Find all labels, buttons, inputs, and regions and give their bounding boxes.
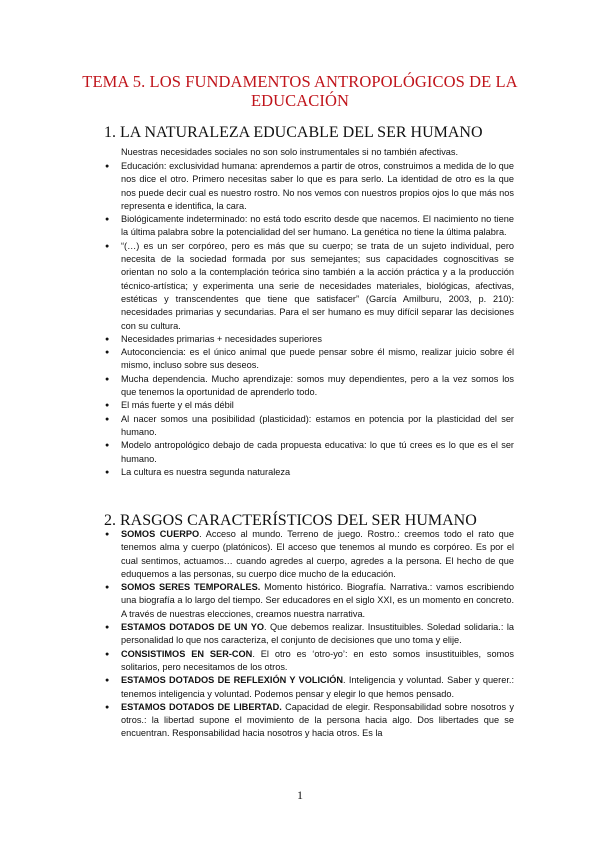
list-item: ● Autoconciencia: es el único animal que puede pensar sobre él mismo, realizar juicio sobre él mismo, incluso sobre sus deseos. [0, 346, 514, 373]
section-1-intro: Nuestras necesidades sociales no son solo instrumentales si no también afectivas. [121, 147, 459, 157]
item-text: . El otro es ‘otro-yo’: en esto somos insustituibles, somos solitarios, pero necesitamos de los otros. [121, 648, 514, 672]
section-2-heading: 2. RASGOS CARACTERÍSTICOS DEL SER HUMANO [104, 512, 477, 529]
item-text: . Inteligencia y voluntad. Saber y querer.: tenemos inteligencia y voluntad. Podemos pensar y elegir lo que hemos pensado. [121, 675, 514, 699]
item-text: . Que debemos realizar. Insustituibles. Soledad solidaria.: la personalidad lo que nos caracteriza, el conjunto de decisiones que uno toma y elije. [121, 622, 515, 646]
section-1-list [0, 160, 514, 479]
list-item: ● La cultura es nuestra segunda naturaleza [0, 466, 514, 479]
list-item [0, 648, 514, 675]
list-item: ● Biológicamente indeterminado: no está todo escrito desde que nacemos. El nacimiento no tiene la última palabra sobre la potencialidad del ser humano. La genética no tiene la última palabra. [0, 213, 514, 240]
list-item [0, 528, 514, 581]
list-item [0, 621, 514, 648]
item-keyword: SOMOS SERES TEMPORALES. [121, 582, 261, 593]
list-item: ● Educación: exclusividad humana: aprendemos a partir de otros, construimos a medida de lo que nos dice el otro. Primero necesitas saber lo que es para serlo. La identidad de otro es la que nos puede decir cual es nuestro rostro. No nos vemos con nuestros propios ojos lo que más nos representa e identifica, la cara. [0, 160, 514, 213]
list-item: ● Modelo antropológico debajo de cada propuesta educativa: lo que tú crees es lo que es el ser humano. [0, 439, 514, 466]
document-title: TEMA 5. LOS FUNDAMENTOS ANTROPOLÓGICOS DE LA EDUCACIÓN [82, 72, 518, 110]
item-text: Momento histórico. Biografía. Narrativa.: vamos escribiendo una biografía a lo largo del tiempo. Ser educadores en el siglo XXI, es un momento en concreto. A través de nuestras elecciones, creamos nuestra narrativa. [121, 582, 514, 619]
list-item [0, 581, 514, 621]
list-item: ● “(…) es un ser corpóreo, pero es más que su cuerpo; se trata de un sujeto individual, pero necesita de la sociedad formada por sus semejantes; sus capacidades cognoscitivas se orientan no solo a la contemplación teórica sino también a la acción práctica y a la producción técnico-artística; y experimenta una serie de necesidades materiales, biológicas, afectivas, estéticas y transcendentes que tiene que satisfacer” (García Amilburu, 2003, p. 210): necesidades primarias y secundarias. Para el ser humano es muy difícil separar las decisiones con su cultura. [0, 240, 514, 333]
item-text: . Acceso al mundo. Terreno de juego. Rostro.: creemos todo el rato que tenemos alma y cuerpo (platónicos). El acceso que tenemos al mundo es corpóreo. Es por el cual sentimos, actuamos… cuando agredes al cuerpo, agredes a la persona. El hecho de que eduquemos a las personas, su cuerpo dice mucho de la educación. [121, 529, 514, 579]
list-item: ● Mucha dependencia. Mucho aprendizaje: somos muy dependientes, pero a la vez somos los que tenemos la oportunidad de aprenderlo todo. [0, 373, 514, 400]
item-keyword: ESTAMOS DOTADOS DE UN YO [121, 622, 265, 633]
section-1-heading: 1. LA NATURALEZA EDUCABLE DEL SER HUMANO [104, 124, 483, 141]
item-keyword: CONSISTIMOS EN SER-CON [121, 648, 253, 659]
list-item: ● El más fuerte y el más débil [0, 399, 514, 412]
list-item: ● Al nacer somos una posibilidad (plasticidad): estamos en potencia por la plasticidad del ser humano. [0, 413, 514, 440]
item-text: Capacidad de elegir. Responsabilidad sobre nosotros y otros.: la libertad supone el movimiento de la persona hacia algo. Dos libertades que se encuentran. Responsabilidad hacia nosotros y hacia otros. Es la [121, 701, 514, 739]
item-keyword: ESTAMOS DOTADOS DE LIBERTAD. [121, 701, 282, 712]
page-number: 1 [297, 788, 303, 802]
list-item [0, 674, 514, 701]
list-item: ● Necesidades primarias + necesidades superiores [0, 333, 514, 346]
item-keyword: SOMOS CUERPO [121, 529, 200, 539]
section-2-list [0, 528, 514, 741]
item-keyword: ESTAMOS DOTADOS DE REFLEXIÓN Y VOLICIÓN [121, 675, 344, 686]
list-item [0, 701, 514, 741]
